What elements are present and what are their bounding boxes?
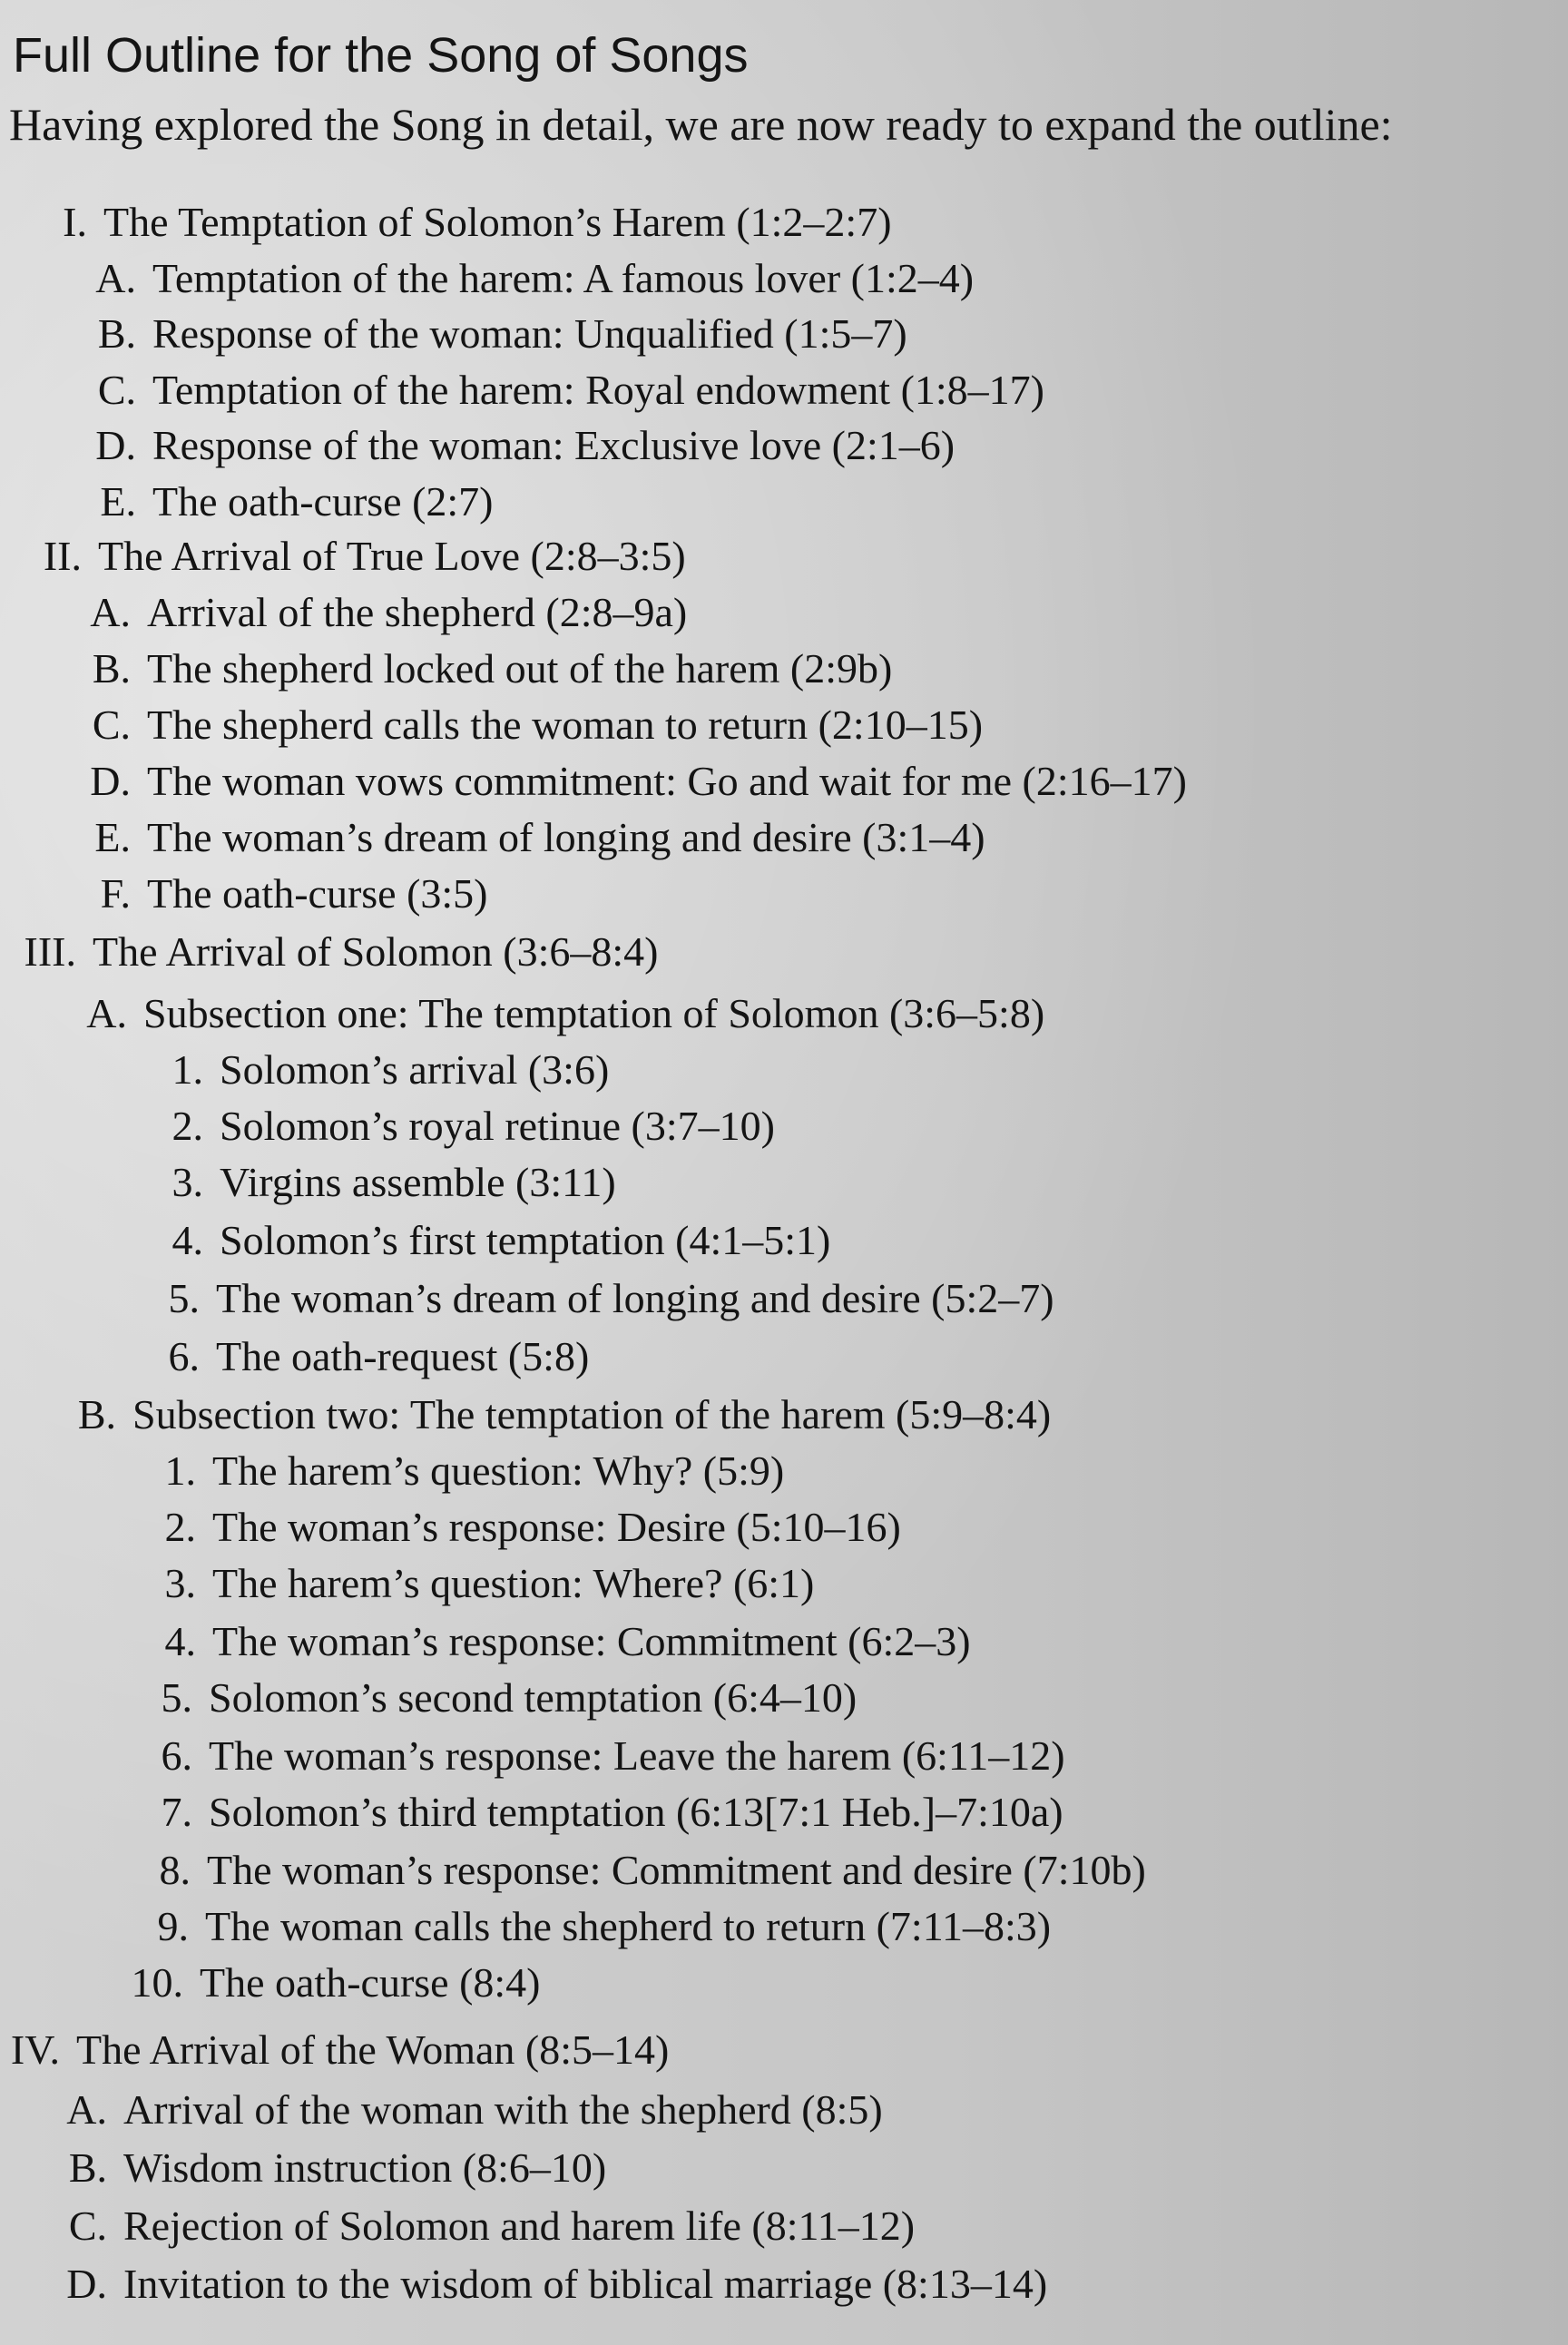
outline-entry-4b: [58, 2144, 607, 2191]
outline-entry-text: Subsection one: The temptation of Solomon (3:6–5:8): [143, 990, 1045, 1036]
outline-number: 2.: [172, 1103, 203, 1149]
outline-number: 3.: [164, 1560, 196, 1606]
outline-item-text: The harem’s question: Why? (5:9): [212, 1447, 785, 1494]
outline-letter: F.: [100, 870, 131, 917]
outline-entry-3a: [78, 990, 1045, 1036]
outline-section-2: [2, 535, 686, 577]
outline-item-3b1: [160, 1447, 785, 1494]
outline-number: 4.: [172, 1217, 203, 1263]
outline-item-3b8: [154, 1847, 1146, 1893]
outline-item-3a4: [167, 1217, 831, 1263]
outline-item-3b4: [160, 1618, 971, 1664]
outline-entry-text: Temptation of the harem: Royal endowment (1:8–17): [152, 367, 1044, 413]
outline-item-text: Virgins assemble (3:11): [220, 1159, 616, 1205]
outline-numeral: IV.: [10, 2026, 60, 2073]
outline-item-3a5: [163, 1275, 1054, 1321]
outline-number: 4.: [164, 1618, 196, 1664]
outline-letter: D.: [90, 758, 131, 804]
outline-item-3b5: [156, 1674, 858, 1721]
outline-entry-text: Arrival of the woman with the shepherd (8:5): [123, 2086, 883, 2133]
outline-letter: A.: [86, 990, 127, 1036]
outline-number: 2.: [164, 1504, 196, 1550]
outline-entry-2f: [82, 870, 488, 917]
outline-letter: E.: [94, 814, 131, 860]
outline-letter: B.: [92, 645, 131, 692]
outline-item-text: Solomon’s first temptation (4:1–5:1): [220, 1217, 831, 1263]
outline-letter: B.: [68, 2144, 107, 2191]
outline-number: 5.: [168, 1275, 200, 1321]
outline-section-title: The Arrival of True Love (2:8–3:5): [98, 533, 686, 579]
outline-entry-text: Temptation of the harem: A famous lover (1:2–4): [152, 255, 975, 301]
outline-number: 6.: [168, 1333, 200, 1379]
outline-number: 10.: [131, 1959, 183, 2006]
outline-item-3b7: [156, 1791, 1063, 1833]
outline-item-3b10: [127, 1959, 541, 2006]
outline-letter: A.: [66, 2086, 107, 2133]
outline-item-text: The woman calls the shepherd to return (7:11–8:3): [205, 1903, 1052, 1949]
outline-entry-text: The oath-curse (2:7): [152, 478, 494, 525]
outline-section-title: The Arrival of Solomon (3:6–8:4): [93, 928, 659, 975]
outline-entry-1c: [87, 369, 1044, 411]
outline-section-title: The Temptation of Solomon’s Harem (1:2–2:7): [103, 199, 892, 245]
outline-number: 9.: [157, 1903, 189, 1949]
outline-entry-text: Invitation to the wisdom of biblical marriage (8:13–14): [123, 2261, 1048, 2307]
outline-numeral: II.: [43, 533, 82, 579]
outline-section-1: [7, 201, 892, 243]
outline-entry-2a: [82, 589, 688, 635]
outline-item-text: The oath-curse (8:4): [200, 1959, 541, 2006]
outline-entry-2d: [82, 760, 1187, 802]
outline-entry-text: Subsection two: The temptation of the harem (5:9–8:4): [132, 1391, 1052, 1437]
outline-numeral: III.: [24, 928, 76, 975]
outline-item-text: Solomon’s third temptation (6:13[7:1 Heb.]–7:10a): [209, 1789, 1063, 1835]
outline-item-3a1: [167, 1046, 610, 1093]
outline-entry-4c: [58, 2205, 915, 2247]
outline-item-3a2: [167, 1105, 775, 1147]
outline-letter: B.: [97, 310, 136, 357]
outline-number: 8.: [159, 1847, 191, 1893]
outline-item-3b2: [160, 1506, 901, 1548]
outline-number: 3.: [172, 1159, 203, 1205]
outline-item-text: Solomon’s second temptation (6:4–10): [209, 1674, 858, 1721]
outline-number: 7.: [161, 1789, 192, 1835]
outline-entry-4a: [58, 2086, 883, 2133]
outline-letter: A.: [90, 589, 131, 635]
outline-entry-1d: [87, 422, 956, 468]
outline-number: 1.: [172, 1046, 203, 1093]
outline-item-3a3: [167, 1159, 616, 1205]
outline-item-text: Solomon’s arrival (3:6): [220, 1046, 610, 1093]
outline-letter: C.: [92, 702, 131, 748]
outline-numeral: I.: [63, 199, 87, 245]
outline-item-3a6: [163, 1333, 590, 1379]
outline-entry-3b: [67, 1391, 1052, 1437]
outline-entry-2b: [82, 645, 893, 692]
outline-number: 6.: [161, 1732, 192, 1779]
outline-entry-2e: [82, 814, 985, 860]
outline-entry-text: The shepherd calls the woman to return (2:10–15): [147, 702, 984, 748]
outline-entry-text: Wisdom instruction (8:6–10): [123, 2144, 607, 2191]
outline-item-3b6: [156, 1732, 1065, 1779]
outline-entry-1a: [87, 255, 975, 301]
outline-item-text: The woman’s response: Desire (5:10–16): [212, 1504, 901, 1550]
outline-item-3b3: [160, 1560, 815, 1606]
intro-paragraph: Having explored the Song in detail, we are now ready to expand the outline:: [9, 99, 1393, 150]
outline-entry-text: Response of the woman: Exclusive love (2:1–6): [152, 422, 956, 468]
outline-item-text: The oath-request (5:8): [216, 1333, 590, 1379]
outline-entry-2c: [82, 704, 983, 746]
outline-letter: E.: [100, 478, 136, 525]
outline-section-4: [0, 2026, 670, 2073]
outline-entry-1e: [87, 478, 494, 525]
outline-number: 1.: [164, 1447, 196, 1494]
outline-item-3b9: [152, 1903, 1052, 1949]
outline-entry-text: Arrival of the shepherd (2:8–9a): [147, 589, 688, 635]
outline-entry-text: Response of the woman: Unqualified (1:5–7): [152, 310, 907, 357]
outline-letter: B.: [77, 1391, 116, 1437]
outline-letter: A.: [95, 255, 136, 301]
outline-letter: C.: [68, 2203, 107, 2249]
outline-entry-text: The woman’s dream of longing and desire (3:1–4): [147, 814, 985, 860]
outline-entry-text: The shepherd locked out of the harem (2:9b): [147, 645, 893, 692]
outline-item-text: The woman’s response: Commitment and desire (7:10b): [207, 1847, 1146, 1893]
outline-entry-text: The oath-curse (3:5): [147, 870, 488, 917]
outline-entry-4d: [58, 2263, 1047, 2305]
outline-item-text: The woman’s dream of longing and desire (5:2–7): [216, 1275, 1054, 1321]
outline-section-title: The Arrival of the Woman (8:5–14): [76, 2026, 670, 2073]
outline-number: 5.: [161, 1674, 192, 1721]
outline-item-text: The harem’s question: Where? (6:1): [212, 1560, 815, 1606]
page-heading: Full Outline for the Song of Songs: [13, 28, 749, 83]
outline-item-text: The woman’s response: Commitment (6:2–3): [212, 1618, 971, 1664]
outline-letter: D.: [95, 422, 136, 468]
outline-entry-text: Rejection of Solomon and harem life (8:11–12): [123, 2203, 916, 2249]
outline-letter: D.: [66, 2261, 107, 2307]
outline-entry-text: The woman vows commitment: Go and wait for me (2:16–17): [147, 758, 1187, 804]
outline-section-3: [0, 928, 659, 975]
outline-entry-1b: [87, 310, 907, 357]
outline-item-text: Solomon’s royal retinue (3:7–10): [220, 1103, 775, 1149]
outline-letter: C.: [97, 367, 136, 413]
outline-item-text: The woman’s response: Leave the harem (6:11–12): [209, 1732, 1065, 1779]
